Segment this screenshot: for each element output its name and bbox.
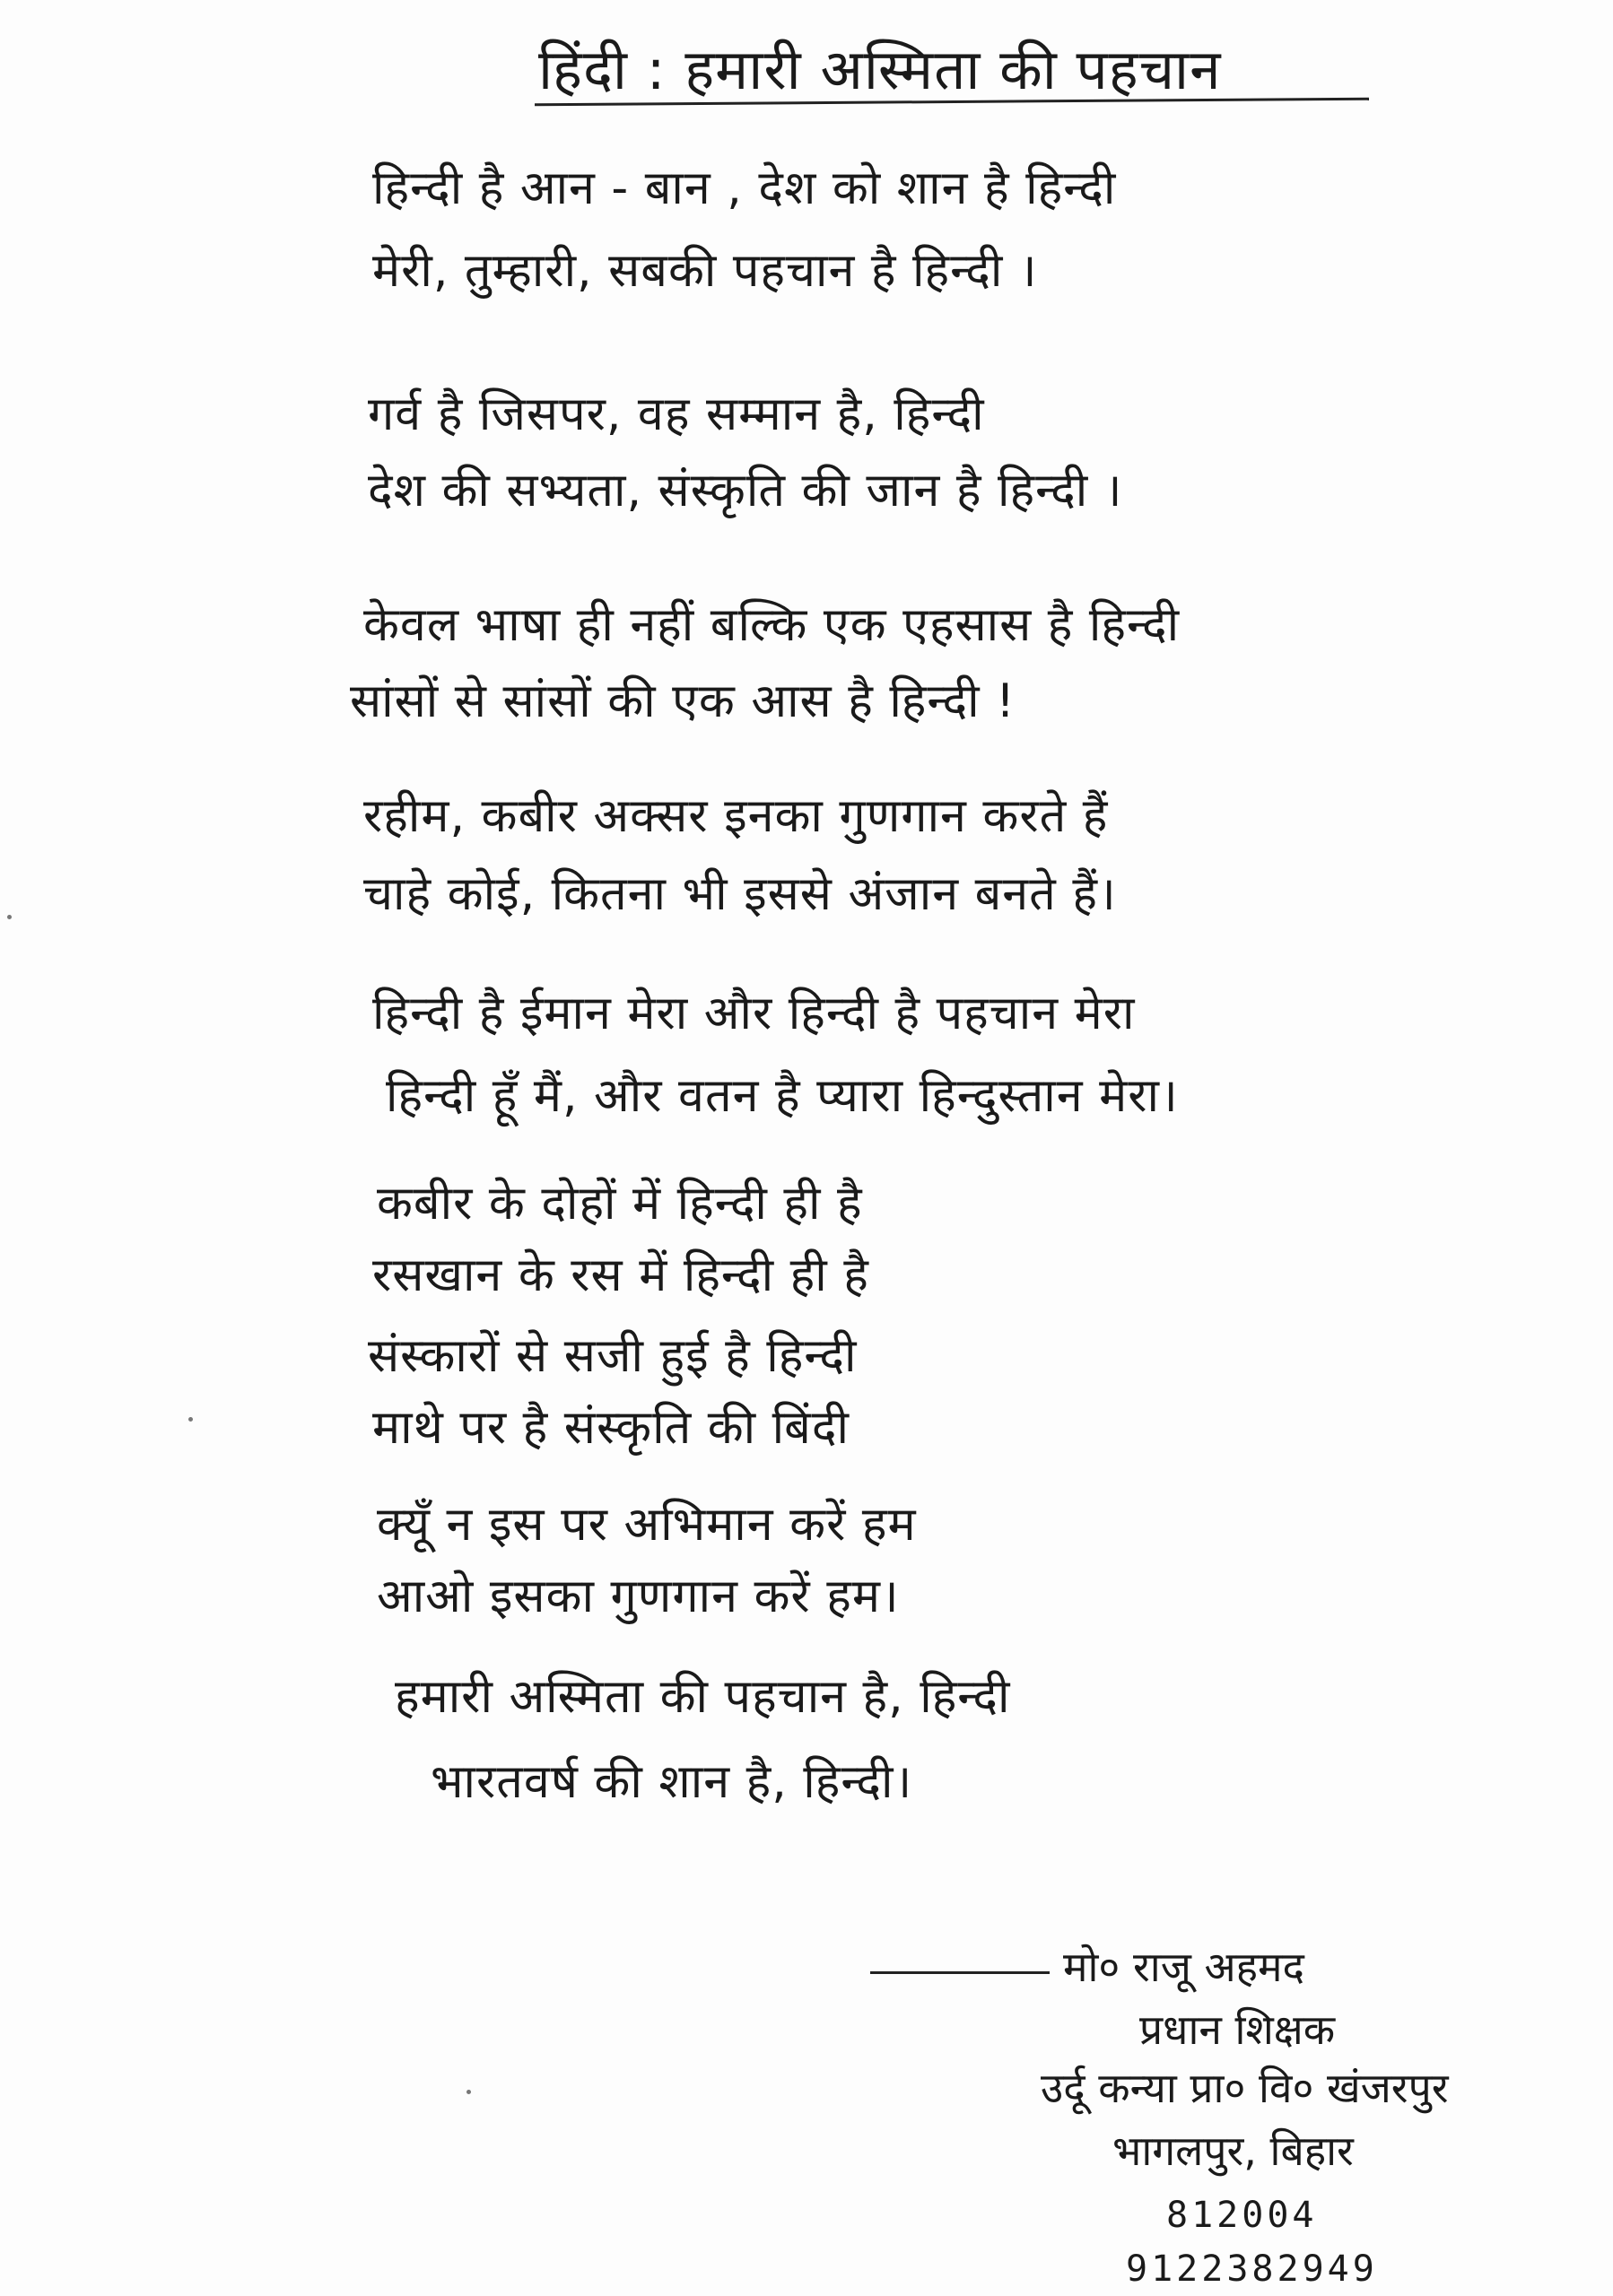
scan-speck (188, 1417, 193, 1422)
signature-pin: 812004 (1166, 2195, 1318, 2236)
signature-name: मो० राजू अहमद (1063, 1943, 1304, 1991)
stanza-9-line-1: हमारी अस्मिता की पहचान है, हिन्दी (395, 1670, 1011, 1724)
stanza-9-line-2: भारतवर्ष की शान है, हिन्दी। (431, 1755, 913, 1809)
scan-speck (7, 915, 12, 919)
stanza-4-line-2: चाहे कोई, कितना भी इससे अंजान बनते हैं। (363, 867, 1117, 921)
stanza-2-line-1: गर्व है जिसपर, वह सम्मान है, हिन्दी (368, 387, 985, 441)
stanza-5-line-1: हिन्दी है ईमान मेरा और हिन्दी है पहचान मेरा (372, 987, 1136, 1040)
stanza-1-line-2: मेरी, तुम्हारी, सबकी पहचान है हिन्दी । (372, 244, 1038, 298)
stanza-4-line-1: रहीम, कबीर अक्सर इनका गुणगान करते हैं (363, 789, 1109, 843)
stanza-6-line-1: कबीर के दोहों में हिन्दी ही है (377, 1177, 863, 1231)
stanza-3-line-1: केवल भाषा ही नहीं बल्कि एक एहसास है हिन्दी (363, 598, 1181, 652)
stanza-8-line-1: क्यूँ न इस पर अभिमान करें हम (377, 1498, 917, 1552)
signature-dash (870, 1971, 1050, 1974)
stanza-1-line-1: हिन्दी है आन - बान , देश को शान है हिन्दी (372, 161, 1117, 215)
stanza-6-line-2: रसखान के रस में हिन्दी ही है (372, 1248, 869, 1302)
stanza-7-line-1: संस्कारों से सजी हुई है हिन्दी (368, 1329, 858, 1383)
signature-place: भागलपुर, बिहार (1112, 2126, 1354, 2175)
poem-title: हिंदी : हमारी अस्मिता की पहचान (538, 37, 1222, 102)
signature-school: उर्दू कन्या प्रा० वि० खंजरपुर (1041, 2064, 1449, 2112)
signature-designation: प्रधान शिक्षक (1139, 2005, 1336, 2054)
scan-speck (466, 2090, 471, 2094)
stanza-7-line-2: माथे पर है संस्कृति की बिंदी (372, 1401, 850, 1455)
stanza-8-line-2: आओ इसका गुणगान करें हम। (377, 1570, 900, 1623)
stanza-3-line-2: सांसों से सांसों की एक आस है हिन्दी ! (350, 674, 1016, 728)
stanza-2-line-2: देश की सभ्यता, संस्कृति की जान है हिन्दी । (368, 464, 1123, 517)
signature-phone: 9122382949 (1126, 2248, 1378, 2290)
stanza-5-line-2: हिन्दी हूँ मैं, और वतन है प्यारा हिन्दुस्तान मेरा। (386, 1069, 1179, 1123)
